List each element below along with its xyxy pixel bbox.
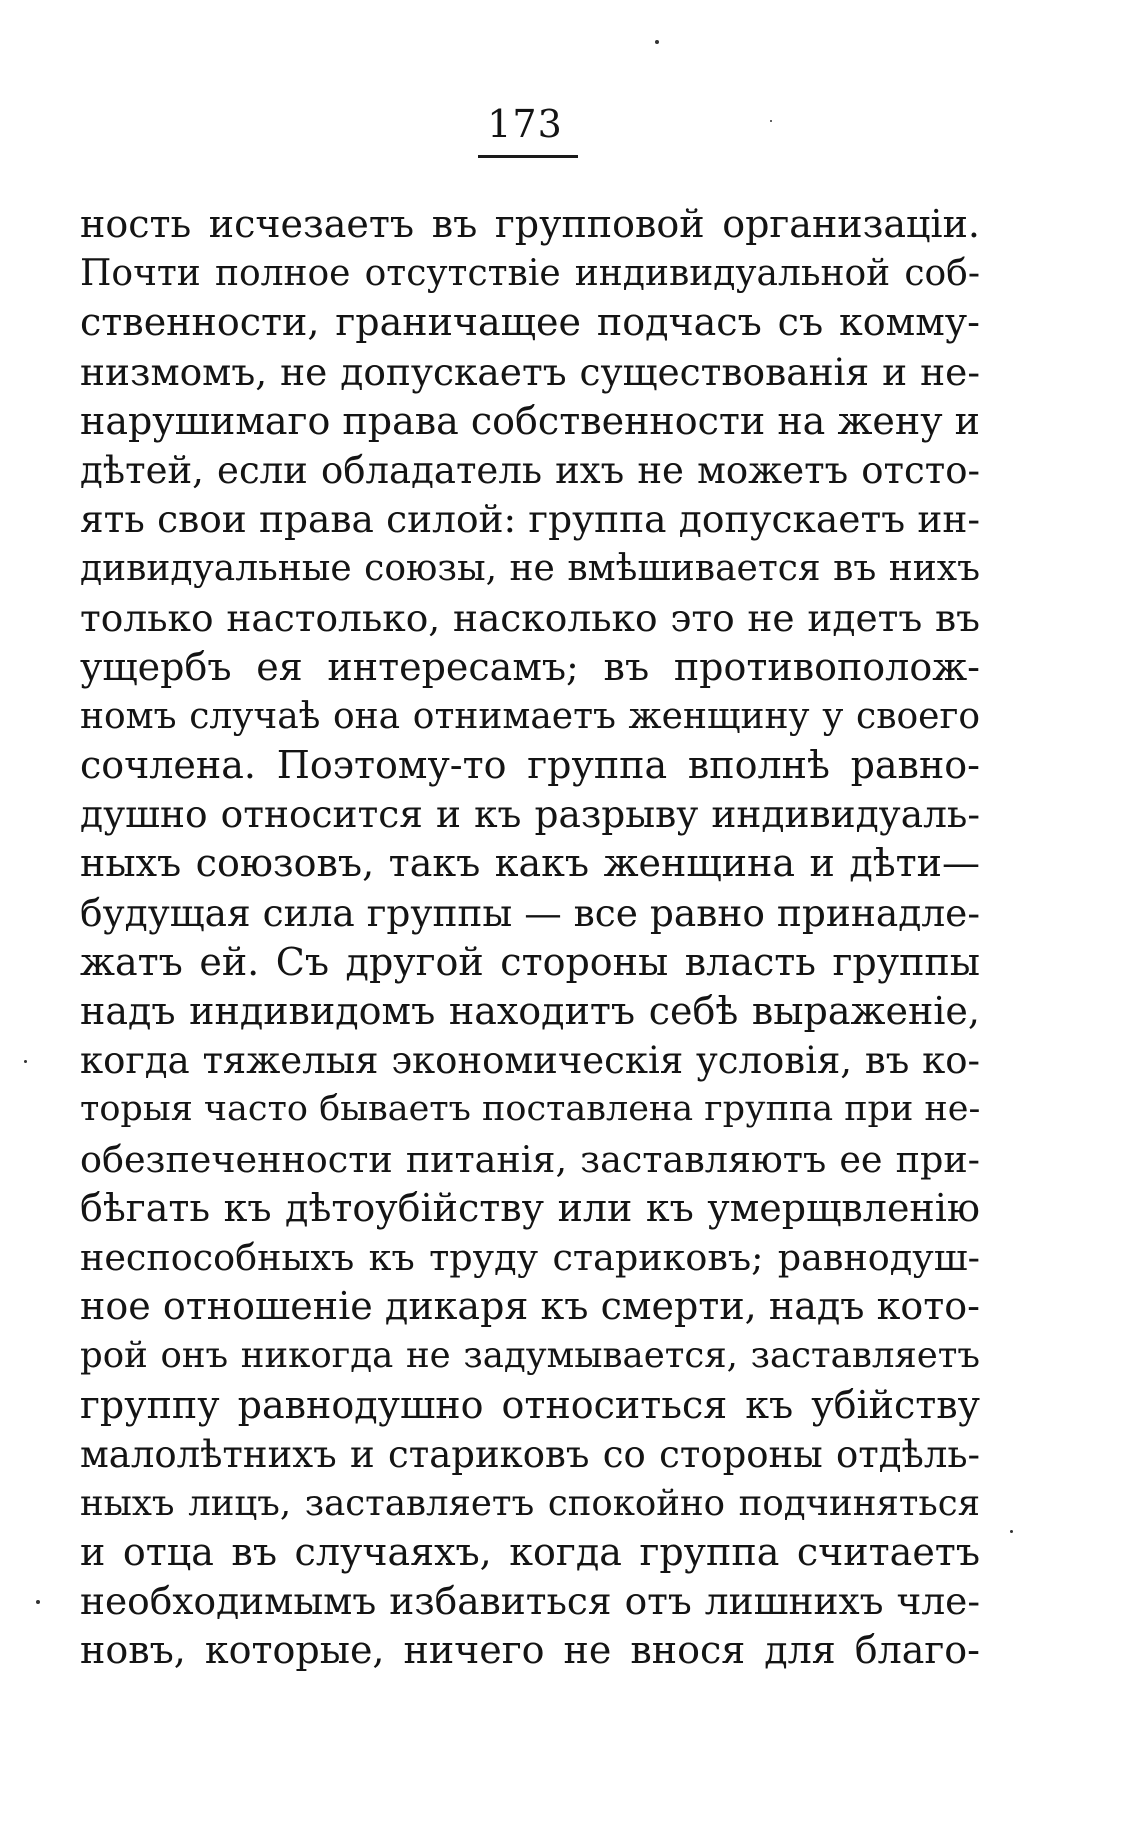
text-line: ныхъ союзовъ, такъ какъ женщина и дѣти— xyxy=(80,841,980,886)
text-line: нарушимаго права собственности на жену и xyxy=(80,398,980,443)
text-line: ственности, граничащее подчасъ съ комму- xyxy=(80,300,980,345)
text-line: обезпеченности питанiя, заставляютъ ее при- xyxy=(80,1137,980,1181)
text-line: жатъ ей. Съ другой стороны власть группы xyxy=(80,939,980,984)
text-line: и отца въ случаяхъ, когда группа считаетъ xyxy=(80,1530,980,1575)
text-line: малолѣтнихъ и стариковъ со стороны отдѣль- xyxy=(80,1432,980,1476)
text-line: только настолько, насколько это не идетъ въ xyxy=(80,595,980,640)
text-line: новъ, которые, ничего не внося для благо- xyxy=(80,1628,980,1673)
scan-speck xyxy=(770,120,772,122)
text-line: ущербъ ея интересамъ; въ противополож- xyxy=(80,644,980,689)
text-line: группу равнодушно относиться къ убiйству xyxy=(80,1382,980,1427)
text-line: будущая сила группы — все равно принадле- xyxy=(80,890,980,935)
text-line: дивидуальные союзы, не вмѣшивается въ нихъ xyxy=(80,548,980,590)
text-line: бѣгать къ дѣтоубiйству или къ умерщвленiю xyxy=(80,1185,980,1230)
text-line: ность исчезаетъ въ групповой организацiи. xyxy=(80,202,980,246)
text-line: душно относится и къ разрыву индивидуаль- xyxy=(80,792,980,837)
text-line: когда тяжелыя экономическiя условiя, въ ко- xyxy=(80,1039,980,1083)
text-line: торыя часто бываетъ поставлена группа при не- xyxy=(80,1089,980,1130)
text-line: необходимымъ избавиться отъ лишнихъ чле- xyxy=(80,1579,980,1624)
text-line: неспособныхъ къ труду стариковъ; равнодуш- xyxy=(80,1235,980,1279)
page-number-rule xyxy=(478,155,578,158)
body-text xyxy=(80,200,980,1676)
text-line: низмомъ, не допускаетъ существованiя и не- xyxy=(80,349,980,394)
text-line: Почти полное отсутствiе индивидуальной соб- xyxy=(80,253,980,295)
page-number: 173 xyxy=(487,102,563,146)
scan-speck xyxy=(655,40,659,44)
text-line: ныхъ лицъ, заставляетъ спокойно подчиняться xyxy=(80,1482,980,1524)
text-line: рой онъ никогда не задумывается, заставляетъ xyxy=(80,1335,980,1377)
scan-speck xyxy=(36,1600,40,1604)
text-line: надъ индивидомъ находитъ себѣ выраженiе, xyxy=(80,989,980,1033)
text-line: ное отношенiе дикаря къ смерти, надъ кото- xyxy=(80,1284,980,1329)
text-line: дѣтей, если обладатель ихъ не можетъ отсто- xyxy=(80,448,980,492)
text-line: ять свои права силой: группа допускаетъ ин- xyxy=(80,497,980,542)
scan-speck xyxy=(24,1060,27,1063)
text-line: номъ случаѣ она отнимаетъ женщину у своего xyxy=(80,695,980,737)
text-line: сочлена. Поэтому-то группа вполнѣ равно- xyxy=(80,743,980,788)
scan-speck xyxy=(1010,1530,1013,1533)
